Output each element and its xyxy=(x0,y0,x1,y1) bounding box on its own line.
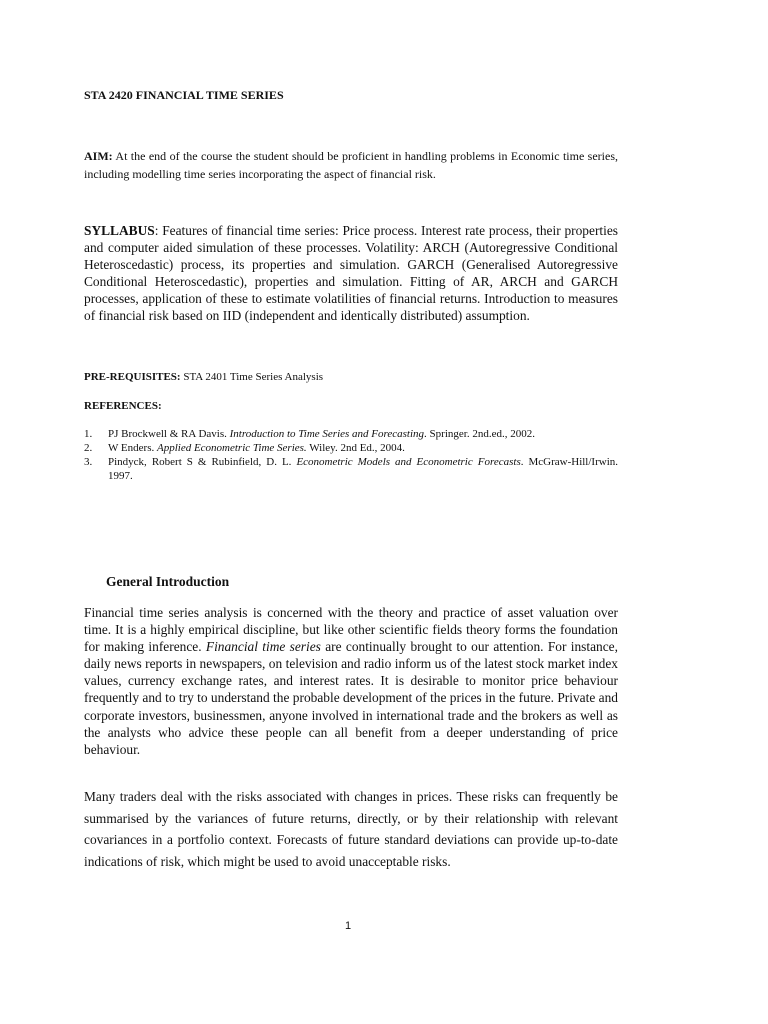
intro-p1-italic: Financial time series xyxy=(205,639,321,655)
references-list xyxy=(84,427,618,483)
course-title: STA 2420 FINANCIAL TIME SERIES xyxy=(84,88,284,102)
syllabus-text: : Features of financial time series: Price process. Interest rate process, their properties and computer aided simulation of these processes. Volatility: ARCH (Autoregressive Conditional Heteroscedastic) process, its properties and simulation. GARCH (Generalised Autoregressive Conditional Heteroscedastic), properties and simulation. Fitting of AR, ARCH and GARCH processes, application of these to estimate volatilities of financial returns. Introduction to measures of financial risk based on IID (independent and identically distributed) assumption. xyxy=(84,223,618,323)
intro-p1-before: Financial time series analysis is concerned with the theory and practice of asset valuation over time. It is a highly empirical discipline, but like other scientific fields theory forms the foundation for making inference. xyxy=(84,605,618,655)
reference-number: 2. xyxy=(84,442,93,454)
prerequisites-line xyxy=(84,371,323,383)
prerequisites-text: STA 2401 Time Series Analysis xyxy=(180,371,324,383)
aim-paragraph xyxy=(84,147,618,183)
reference-item xyxy=(84,455,618,483)
reference-item xyxy=(84,441,618,455)
prerequisites-label: PRE-REQUISITES: xyxy=(84,371,181,383)
reference-title: Applied Econometric Time Series. xyxy=(156,442,307,454)
reference-authors: W Enders. xyxy=(108,442,157,454)
intro-paragraph-1 xyxy=(84,604,618,758)
page-number: 1 xyxy=(345,920,352,932)
intro-p1-after: are continually brought to our attention. For instance, daily news reports in newspapers, on television and radio inform us of the latest stock market index values, currency exchange rates, and interest rates. It is desirable to monitor price behaviour frequently and to try to understand the probable development of the prices in the future. Private and corporate investors, businessmen, anyone involved in international trade and the brokers as well as the analysts who advice these people can all benefit from a deeper understanding of price behaviour. xyxy=(84,639,618,757)
reference-publisher: . McGraw-Hill/Irwin. 1997. xyxy=(108,456,618,482)
references-heading: REFERENCES: xyxy=(84,400,162,412)
syllabus-paragraph xyxy=(84,222,618,324)
aim-text: At the end of the course the student should be proficient in handling problems in Economic time series, including modelling time series incorporating the aspect of financial risk. xyxy=(84,149,618,181)
reference-title: Econometric Models and Econometric Forecasts xyxy=(296,456,521,468)
reference-authors: Pindyck, Robert S & Rubinfield, D. L. xyxy=(108,456,297,468)
reference-item xyxy=(84,427,618,441)
reference-authors: PJ Brockwell & RA Davis. xyxy=(108,428,230,440)
reference-publisher: Wiley. 2nd Ed., 2004. xyxy=(306,442,405,454)
section-heading: General Introduction xyxy=(106,574,230,589)
reference-number: 3. xyxy=(84,456,93,468)
syllabus-label: SYLLABUS xyxy=(84,223,155,238)
reference-number: 1. xyxy=(84,428,93,440)
reference-publisher: . Springer. 2nd.ed., 2002. xyxy=(424,428,535,440)
reference-title: Introduction to Time Series and Forecasting xyxy=(229,428,425,440)
aim-label: AIM: xyxy=(84,149,113,163)
intro-paragraph-2: Many traders deal with the risks associated with changes in prices. These risks can frequently be summarised by the variances of future returns, directly, or by their relationship with relevant covariances in a portfolio context. Forecasts of future standard deviations can provide up-to-date indications of risk, which might be used to avoid unacceptable risks. xyxy=(84,789,618,869)
